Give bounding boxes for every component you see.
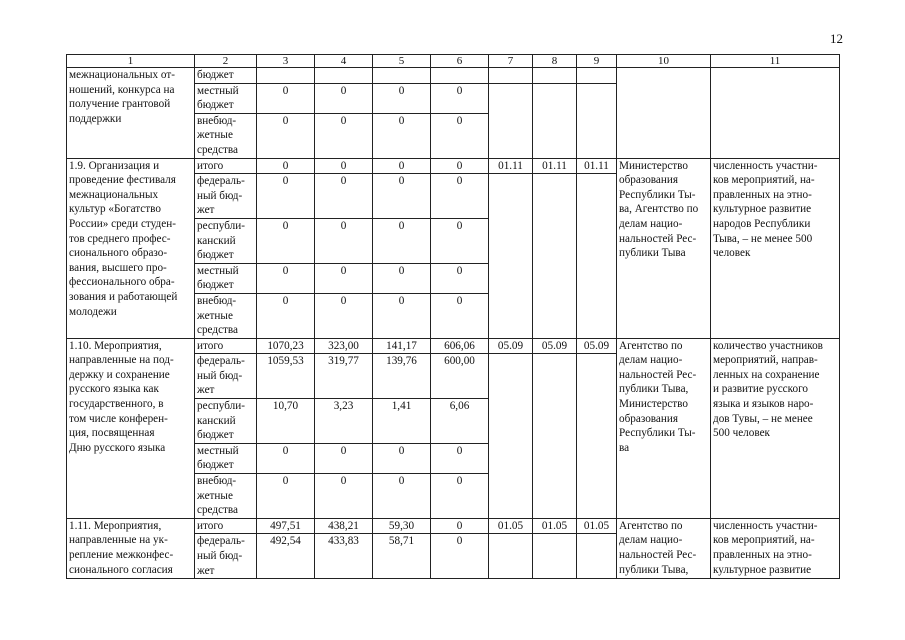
column-header: 4 <box>315 55 373 68</box>
amount-total-cell: 1070,23 <box>257 338 315 354</box>
amount-year1-cell: 323,00 <box>315 338 373 354</box>
deadline-year1-cell: 01.11 <box>489 158 533 174</box>
executor-cell: Агентство по делам нацио- нальностей Рес- публики Тыва, <box>617 518 711 578</box>
indicator-cell: количество участников мероприятий, направ- ленных на сохранение и развитие русского языка и языков наро- дов Тувы, – не менее 500 человек <box>711 338 840 518</box>
amount-year3-cell: 0 <box>431 218 489 263</box>
amount-total-cell: 1059,53 <box>257 354 315 399</box>
amount-year3-cell: 0 <box>431 534 489 579</box>
amount-year1-cell: 319,77 <box>315 354 373 399</box>
deadline-year3-cell <box>577 174 617 339</box>
amount-year3-cell: 0 <box>431 518 489 534</box>
page-number: 12 <box>830 31 843 46</box>
amount-year3-cell: 0 <box>431 83 489 113</box>
amount-year1-cell: 0 <box>315 293 373 338</box>
amount-year3-cell: 600,00 <box>431 354 489 399</box>
column-header: 1 <box>67 55 195 68</box>
amount-year1-cell: 0 <box>315 263 373 293</box>
amount-year2-cell: 0 <box>373 83 431 113</box>
amount-year1-cell: 0 <box>315 113 373 158</box>
amount-year1-cell: 433,83 <box>315 534 373 579</box>
amount-year2-cell: 0 <box>373 474 431 519</box>
amount-year1-cell: 438,21 <box>315 518 373 534</box>
table-row <box>67 68 840 84</box>
funding-source-cell: итого <box>195 338 257 354</box>
amount-total-cell: 0 <box>257 474 315 519</box>
deadline-year3-cell <box>577 534 617 579</box>
program-table <box>66 54 840 579</box>
indicator-cell: численность участни- ков мероприятий, на- правленных на этно- культурное развитие <box>711 518 840 578</box>
deadline-year1-cell <box>489 174 533 339</box>
deadline-year1-cell <box>489 68 533 84</box>
executor-cell <box>617 68 711 159</box>
amount-year3-cell: 0 <box>431 113 489 158</box>
amount-year2-cell: 0 <box>373 263 431 293</box>
amount-total-cell: 0 <box>257 158 315 174</box>
funding-source-cell: республи- канский бюджет <box>195 399 257 444</box>
header-row <box>67 55 840 68</box>
indicator-cell: численность участни- ков мероприятий, на- правленных на этно- культурное развитие народов Республики Тыва, – не менее 500 человек <box>711 158 840 338</box>
deadline-year2-cell: 01.11 <box>533 158 577 174</box>
funding-source-cell: итого <box>195 518 257 534</box>
amount-year3-cell <box>431 68 489 84</box>
amount-year3-cell: 0 <box>431 293 489 338</box>
table-row <box>67 338 840 354</box>
amount-total-cell: 0 <box>257 83 315 113</box>
deadline-year3-cell <box>577 83 617 158</box>
funding-source-cell: федераль- ный бюд- жет <box>195 354 257 399</box>
amount-year2-cell: 1,41 <box>373 399 431 444</box>
amount-year1-cell: 0 <box>315 174 373 219</box>
amount-year1-cell: 0 <box>315 158 373 174</box>
indicator-cell <box>711 68 840 159</box>
funding-source-cell: местный бюджет <box>195 83 257 113</box>
amount-total-cell: 0 <box>257 218 315 263</box>
deadline-year3-cell: 01.05 <box>577 518 617 534</box>
amount-total-cell: 0 <box>257 293 315 338</box>
column-header: 7 <box>489 55 533 68</box>
table-row <box>67 158 840 174</box>
amount-year2-cell <box>373 68 431 84</box>
amount-year3-cell: 0 <box>431 443 489 473</box>
column-header: 5 <box>373 55 431 68</box>
amount-total-cell: 0 <box>257 263 315 293</box>
column-header: 9 <box>577 55 617 68</box>
column-header: 10 <box>617 55 711 68</box>
amount-year3-cell: 606,06 <box>431 338 489 354</box>
amount-year2-cell: 0 <box>373 443 431 473</box>
deadline-year1-cell <box>489 83 533 158</box>
amount-year3-cell: 0 <box>431 158 489 174</box>
amount-year1-cell: 3,23 <box>315 399 373 444</box>
amount-total-cell: 0 <box>257 174 315 219</box>
amount-year1-cell: 0 <box>315 218 373 263</box>
deadline-year3-cell: 01.11 <box>577 158 617 174</box>
amount-year2-cell: 0 <box>373 174 431 219</box>
deadline-year2-cell <box>533 83 577 158</box>
funding-source-cell: внебюд- жетные средства <box>195 113 257 158</box>
amount-year1-cell: 0 <box>315 443 373 473</box>
deadline-year1-cell: 05.09 <box>489 338 533 354</box>
amount-year1-cell: 0 <box>315 474 373 519</box>
deadline-year2-cell: 01.05 <box>533 518 577 534</box>
funding-source-cell: итого <box>195 158 257 174</box>
amount-year2-cell: 58,71 <box>373 534 431 579</box>
amount-total-cell <box>257 68 315 84</box>
amount-year2-cell: 139,76 <box>373 354 431 399</box>
executor-cell: Агентство по делам нацио- нальностей Рес- публики Тыва, Министерство образования Республики Ты- ва <box>617 338 711 518</box>
amount-year2-cell: 0 <box>373 113 431 158</box>
amount-total-cell: 0 <box>257 113 315 158</box>
activity-name-cell: 1.9. Организация и проведение фестиваля межнациональных культур «Богатство России» среди студен- тов среднего профес- сионального образо- вания, высшего про- фессионального обра- зования и работающей молодежи <box>67 158 195 338</box>
funding-source-cell: местный бюджет <box>195 263 257 293</box>
amount-total-cell: 492,54 <box>257 534 315 579</box>
activity-name-cell: 1.11. Мероприятия, направленные на ук- репление межконфес- сионального согласия <box>67 518 195 578</box>
funding-source-cell: внебюд- жетные средства <box>195 474 257 519</box>
funding-source-cell: федераль- ный бюд- жет <box>195 174 257 219</box>
deadline-year2-cell: 05.09 <box>533 338 577 354</box>
amount-year2-cell: 0 <box>373 158 431 174</box>
funding-source-cell: бюджет <box>195 68 257 84</box>
amount-total-cell: 0 <box>257 443 315 473</box>
activity-name-cell: 1.10. Мероприятия, направленные на под- держку и сохранение русского языка как государственного, в том числе конферен- ция, посвященная Дню русского языка <box>67 338 195 518</box>
amount-year2-cell: 0 <box>373 218 431 263</box>
deadline-year1-cell: 01.05 <box>489 518 533 534</box>
table-row <box>67 518 840 534</box>
amount-year1-cell <box>315 68 373 84</box>
deadline-year3-cell <box>577 354 617 519</box>
column-header: 6 <box>431 55 489 68</box>
funding-source-cell: федераль- ный бюд- жет <box>195 534 257 579</box>
deadline-year3-cell: 05.09 <box>577 338 617 354</box>
deadline-year2-cell <box>533 354 577 519</box>
column-header: 8 <box>533 55 577 68</box>
deadline-year2-cell <box>533 174 577 339</box>
amount-year2-cell: 141,17 <box>373 338 431 354</box>
deadline-year2-cell <box>533 68 577 84</box>
deadline-year2-cell <box>533 534 577 579</box>
column-header: 3 <box>257 55 315 68</box>
amount-year1-cell: 0 <box>315 83 373 113</box>
deadline-year1-cell <box>489 534 533 579</box>
amount-year2-cell: 0 <box>373 293 431 338</box>
column-header: 11 <box>711 55 840 68</box>
funding-source-cell: республи- канский бюджет <box>195 218 257 263</box>
amount-total-cell: 10,70 <box>257 399 315 444</box>
amount-year2-cell: 59,30 <box>373 518 431 534</box>
deadline-year1-cell <box>489 354 533 519</box>
column-header: 2 <box>195 55 257 68</box>
amount-year3-cell: 0 <box>431 174 489 219</box>
deadline-year3-cell <box>577 68 617 84</box>
executor-cell: Министерство образования Республики Ты- ва, Агентство по делам нацио- нальностей Рес- публики Тыва <box>617 158 711 338</box>
funding-source-cell: внебюд- жетные средства <box>195 293 257 338</box>
funding-source-cell: местный бюджет <box>195 443 257 473</box>
amount-total-cell: 497,51 <box>257 518 315 534</box>
amount-year3-cell: 6,06 <box>431 399 489 444</box>
activity-name-cell: межнациональных от- ношений, конкурса на получение грантовой поддержки <box>67 68 195 159</box>
amount-year3-cell: 0 <box>431 474 489 519</box>
amount-year3-cell: 0 <box>431 263 489 293</box>
